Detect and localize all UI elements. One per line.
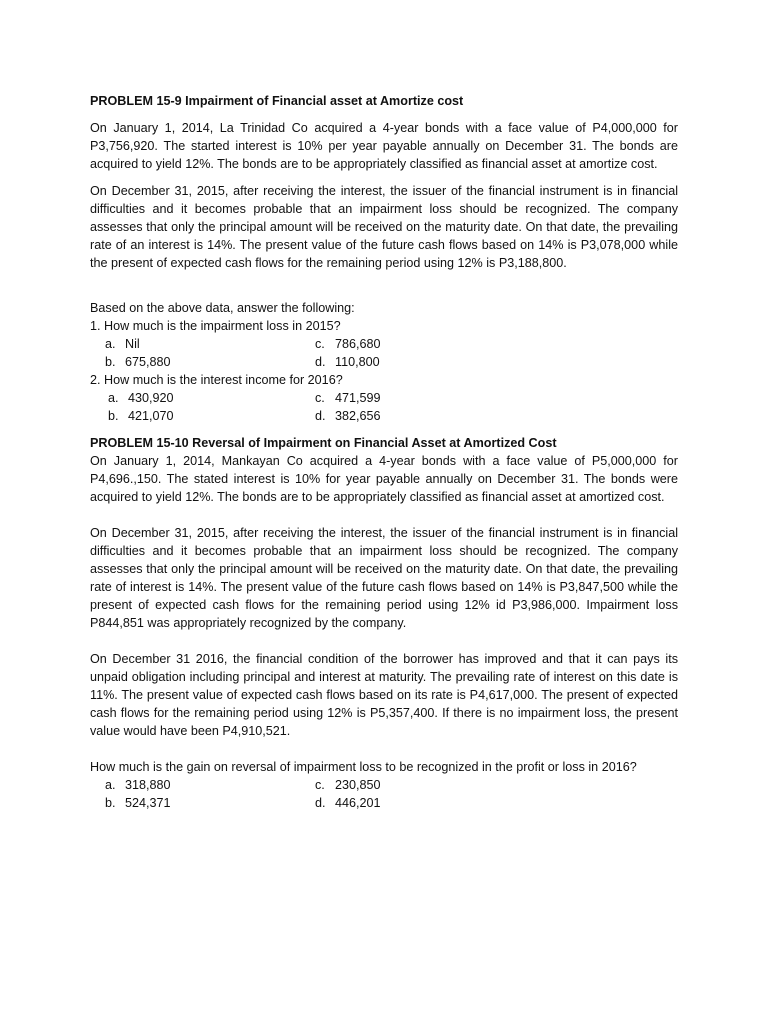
spacer bbox=[90, 272, 678, 299]
option: b. 675,880 bbox=[105, 355, 171, 369]
problem-15-10-paragraph: On December 31 2016, the financial condition of the borrower has improved and that it can pays its unpaid obligation including principal and interest at maturity. The prevailing rate of interest on this date is 11%. The present value of expected cash flows based on its rate is P4,617,000. The present of expected cash flows for the remaining period using 12% is P5,357,400. If there is no impairment loss, the present value would have been P4,910,521. bbox=[90, 652, 678, 738]
question-1: 1. How much is the impairment loss in 2015? bbox=[90, 319, 341, 333]
spacer bbox=[90, 110, 678, 119]
option: c. 230,850 bbox=[315, 778, 381, 792]
option: a. Nil bbox=[105, 337, 140, 351]
spacer bbox=[90, 425, 678, 434]
question-2: 2. How much is the interest income for 2016? bbox=[90, 373, 343, 387]
option: c. 786,680 bbox=[315, 337, 381, 351]
questions-intro: Based on the above data, answer the following: bbox=[90, 301, 355, 315]
problem-15-9-paragraph: On December 31, 2015, after receiving the interest, the issuer of the financial instrument is in financial difficulties and it becomes probable that an impairment loss should be recognized. The company assesses that only the principal amount will be received on the maturity date. On that date, the prevailing rate of an interest is 14%. The present value of the future cash flows based on 14% is P3,078,000 while the present of expected cash flows for the remaining period using 12% is P3,188,800. bbox=[90, 184, 678, 270]
problem-15-9-title: PROBLEM 15-9 Impairment of Financial asset at Amortize cost bbox=[90, 94, 464, 108]
problem-15-9-paragraph: On January 1, 2014, La Trinidad Co acquired a 4-year bonds with a face value of P4,000,000 for P3,756,920. The started interest is 10% per year payable annually on December 31. The bonds are acquired to yield 12%. The bonds are to be appropriately classified as financial asset at amortize cost. bbox=[90, 121, 678, 171]
question-1-options bbox=[90, 335, 678, 371]
option: a. 318,880 bbox=[105, 778, 171, 792]
spacer bbox=[90, 632, 678, 650]
option: d. 446,201 bbox=[315, 796, 381, 810]
problem-15-10-paragraph: On December 31, 2015, after receiving the interest, the issuer of the financial instrument is in financial difficulties and it becomes probable that an impairment loss should be recognized. The company assesses that only the principal amount will be received on the maturity date. On that date, the prevailing rate of interest is 14%. The present value of the future cash flows based on 14% is P3,847,500 while the present of expected cash flows for the remaining period using 12% id P3,986,000. Impairment loss P844,851 was appropriately recognized by the company. bbox=[90, 526, 678, 630]
spacer bbox=[90, 173, 678, 182]
option: a. 430,920 bbox=[108, 391, 174, 405]
question-3: How much is the gain on reversal of impairment loss to be recognized in the profit or loss in 2016? bbox=[90, 760, 637, 774]
option: d. 382,656 bbox=[315, 409, 381, 423]
option: b. 524,371 bbox=[105, 796, 171, 810]
question-3-options bbox=[90, 776, 678, 812]
question-2-options bbox=[90, 389, 678, 425]
spacer bbox=[90, 506, 678, 524]
problem-15-10-title: PROBLEM 15-10 Reversal of Impairment on Financial Asset at Amortized Cost bbox=[90, 436, 557, 450]
option: c. 471,599 bbox=[315, 391, 381, 405]
option: b. 421,070 bbox=[108, 409, 174, 423]
option: d. 110,800 bbox=[315, 355, 380, 369]
spacer bbox=[90, 740, 678, 758]
problem-15-10-paragraph: On January 1, 2014, Mankayan Co acquired a 4-year bonds with a face value of P5,000,000 for P4,696.,150. The stated interest is 10% for year payable annually on December 31. The bonds were acquired to yield 12%. The bonds are to be appropriately classified as financial asset at amortized cost. bbox=[90, 454, 678, 504]
